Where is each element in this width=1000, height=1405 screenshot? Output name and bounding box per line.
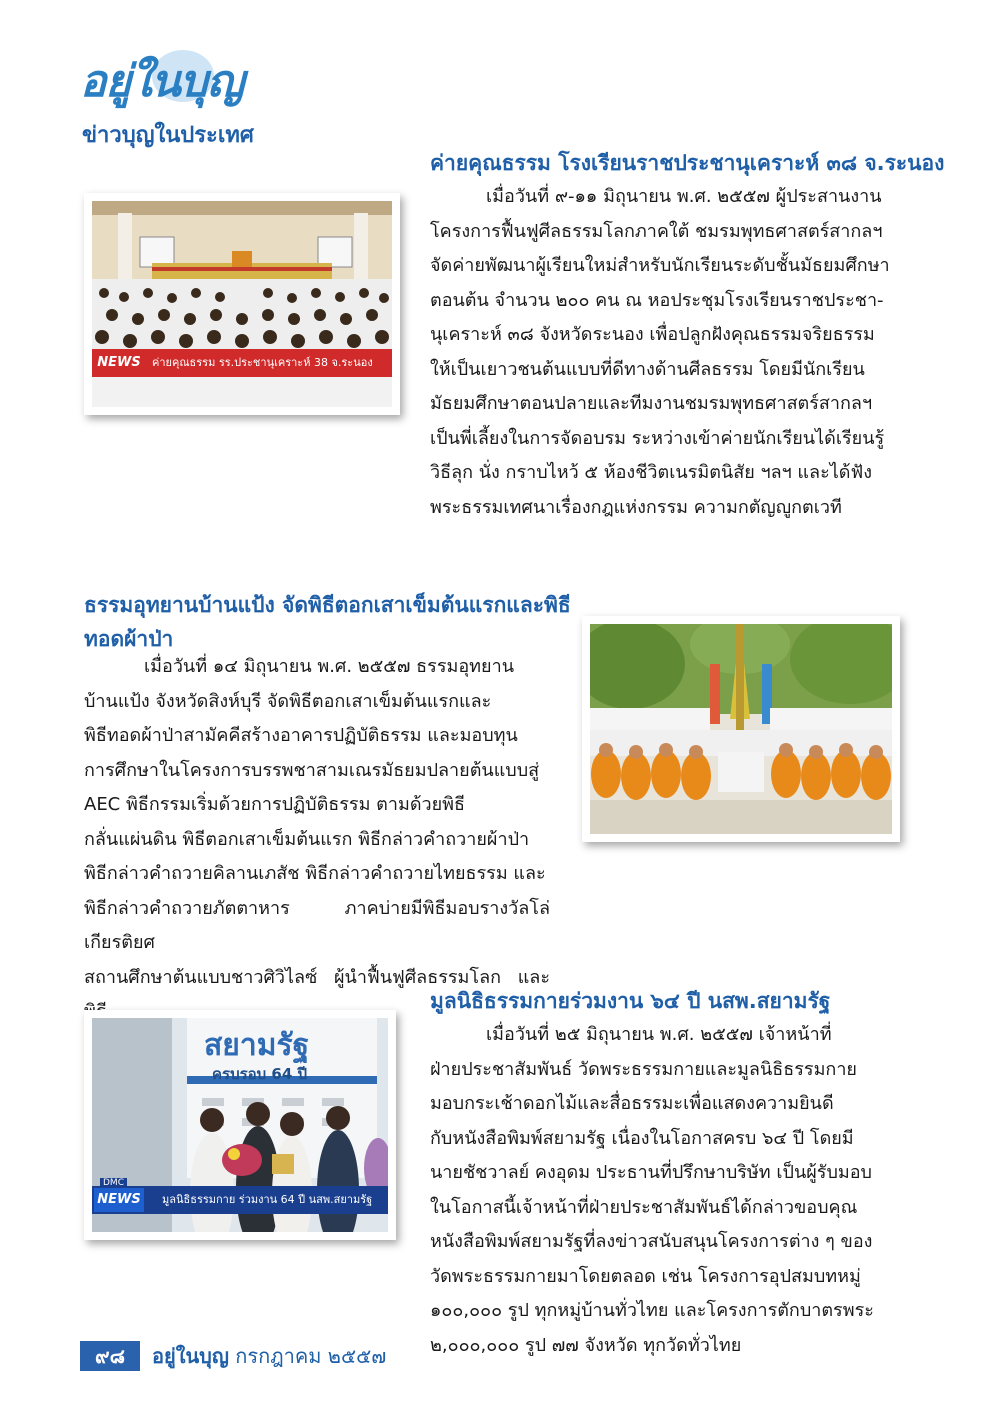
magazine-logo: อยู่ในบุญ [80, 56, 244, 107]
article1-news-tag: NEWS [94, 351, 144, 375]
article2-line: สถานศึกษาต้นแบบชาวศิวิไลซ์ ผู้นำฟื้นฟูศีลธรรมโลก และ [84, 966, 550, 988]
article2-line: พิธีทอดผ้าป่าสามัคคีสร้างอาคารปฏิบัติธรรม และมอบทุน [84, 725, 518, 746]
article1-line: วิธีลุก นั่ง กราบไหว้ ๕ ห้องชีวิตเนรมิตนิสัย ฯลฯ และได้ฟัง [430, 462, 873, 483]
article3-title: มูลนิธิธรรมกายร่วมงาน ๖๔ ปี นสพ.สยามรัฐ [430, 989, 831, 1013]
article2-line: การศึกษาในโครงการบรรพชาสามเณรมัธยมปลายต้นแบบสู่ [84, 759, 540, 781]
article3-body [430, 1018, 892, 1363]
article2-photo-image [590, 624, 892, 834]
article3-line: มอบกระเช้าดอกไม้และสื่อธรรมะเพื่อแสดงความยินดี [430, 1093, 834, 1114]
article1-line: ให้เป็นเยาวชนต้นแบบที่ดีทางด้านศีลธรรม โดยมีนักเรียน [430, 358, 865, 380]
article2-line: บ้านแป้ง จังหวัดสิงห์บุรี จัดพิธีตอกเสาเข็มต้นแรกและ [84, 690, 492, 712]
article1-title: ค่ายคุณธรรม โรงเรียนราชประชานุเคราะห์ ๓๘ จ.ระนอง [430, 151, 945, 175]
footer-magazine: อยู่ในบุญ [152, 1344, 229, 1368]
article3-line: หนังสือพิมพ์สยามรัฐที่ลงข่าวสนับสนุนโครงการต่าง ๆ ของ [430, 1231, 873, 1252]
article1-line: มัธยมศึกษาตอนปลายและทีมงานชมรมพุทธศาสตร์สากลฯ [430, 393, 873, 414]
page-number: ๙๘ [80, 1341, 140, 1371]
article1-line: โครงการฟื้นฟูศีลธรรมโลกภาคใต้ ชมรมพุทธศาสตร์สากลฯ [430, 220, 883, 242]
section-title: ข่าวบุญในประเทศ [82, 123, 254, 148]
article3-banner-sub: ครบรอบ 64 ปี [212, 1065, 308, 1083]
article1-line: นุเคราะห์ ๓๘ จังหวัดระนอง เพื่อปลูกฝังคุณธรรมจริยธรรม [430, 324, 875, 345]
article1-body [430, 180, 892, 525]
article3-photo-caption: มูลนิธิธรรมกาย ร่วมงาน 64 ปี นสพ.สยามรัฐ [92, 1186, 388, 1214]
article3-line: ในโอกาสนี้เจ้าหน้าที่ฝ่ายประชาสัมพันธ์ได้กล่าวขอบคุณ [430, 1196, 858, 1218]
article3-line: กับหนังสือพิมพ์สยามรัฐ เนื่องในโอกาสครบ ๖๔ ปี โดยมี [430, 1127, 854, 1149]
article3-line: ๒,๐๐๐,๐๐๐ รูป ๗๗ จังหวัด ทุกวัดทั่วไทย [430, 1334, 742, 1356]
article1-line: เป็นพี่เลี้ยงในการจัดอบรม ระหว่างเข้าค่ายนักเรียนได้เรียนรู้ [430, 427, 885, 449]
article3-photo [84, 1010, 396, 1240]
article2-title-line1: ธรรมอุทยานบ้านแป้ง จัดพิธีตอกเสาเข็มต้นแรกและพิธี [84, 593, 571, 617]
article3-line: นายชัชวาลย์ คงอุดม ประธานที่ปรึกษาบริษัท เป็นผู้รับมอบ [430, 1162, 872, 1183]
article3-line: เมื่อวันที่ ๒๕ มิถุนายน พ.ศ. ๒๕๕๗ เจ้าหน้าที่ [486, 1024, 832, 1045]
article1-line: ตอนต้น จำนวน ๒๐๐ คน ณ หอประชุมโรงเรียนราชประชา- [430, 289, 884, 311]
article3-line: ฝ่ายประชาสัมพันธ์ วัดพระธรรมกายและมูลนิธิธรรมกาย [430, 1058, 857, 1080]
article1-photo [84, 193, 400, 415]
footer-issue: กรกฎาคม ๒๕๕๗ [235, 1344, 387, 1368]
article3-news-tag: NEWS [94, 1188, 144, 1212]
article3-line: วัดพระธรรมกายมาโดยตลอด เช่น โครงการอุปสมบทหมู่ [430, 1265, 861, 1287]
article2-line: กลั่นแผ่นดิน พิธีตอกเสาเข็มต้นแรก พิธีกล่าวคำถวายผ้าป่า [84, 828, 530, 850]
article3-dmc-tag: DMC [100, 1178, 127, 1188]
article3-banner: สยามรัฐ [204, 1028, 310, 1063]
article2-title-line2: ทอดผ้าป่า [84, 627, 174, 651]
article2-line: เมื่อวันที่ ๑๔ มิถุนายน พ.ศ. ๒๕๕๗ ธรรมอุทยาน [144, 656, 514, 677]
article2-line: พิธีกล่าวคำถวายคิลานเภสัช พิธีกล่าวคำถวายไทยธรรม และ [84, 863, 546, 884]
article1-line: เมื่อวันที่ ๙-๑๑ มิถุนายน พ.ศ. ๒๕๕๗ ผู้ประสานงาน [486, 186, 882, 207]
footer-title [152, 1341, 386, 1371]
article2-line: พิธีกล่าวคำถวายภัตตาหาร ภาคบ่ายมีพิธีมอบรางวัลโล่เกียรติยศ [84, 897, 550, 953]
article1-line: พระธรรมเทศนาเรื่องกฎแห่งกรรม ความกตัญญูกตเวที [430, 496, 842, 518]
article2-line: AEC พิธีกรรมเริ่มด้วยการปฏิบัติธรรม ตามด้วยพิธี [84, 794, 466, 815]
article1-line: จัดค่ายพัฒนาผู้เรียนใหม่สำหรับนักเรียนระดับชั้นมัธยมศึกษา [430, 255, 890, 276]
article2-photo [582, 616, 900, 842]
article1-photo-caption: ค่ายคุณธรรม รร.ประชานุเคราะห์ 38 จ.ระนอง [92, 349, 392, 377]
article3-line: ๑๐๐,๐๐๐ รูป ทุกหมู่บ้านทั่วไทย และโครงการตักบาตรพระ [430, 1300, 874, 1321]
